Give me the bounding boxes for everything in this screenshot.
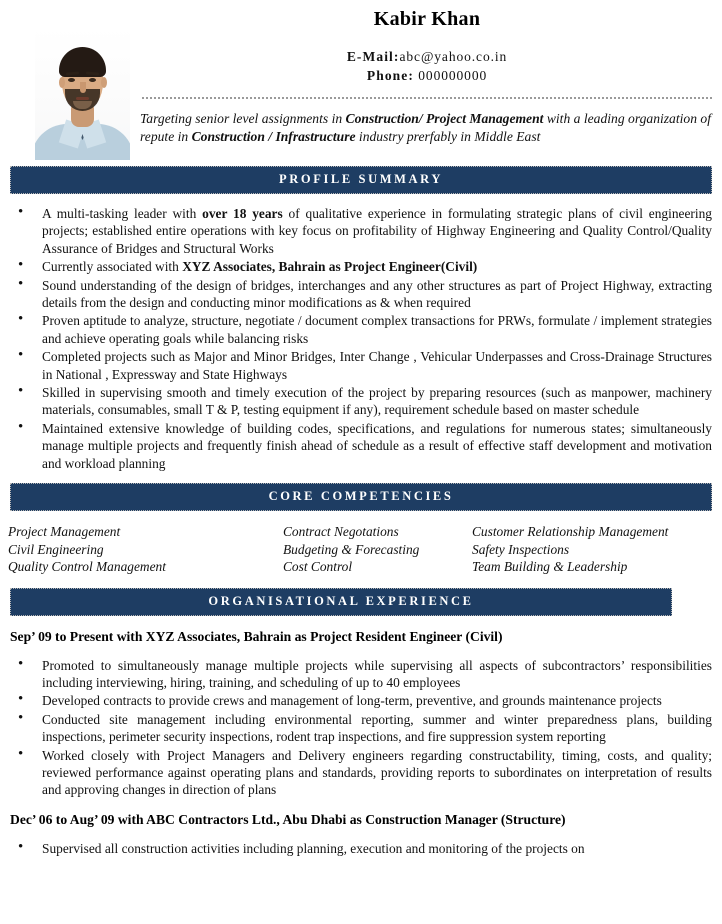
bullet-text: Currently associated with bbox=[42, 259, 183, 275]
profile-summary-body bbox=[0, 194, 722, 483]
competency-item: Safety Inspections bbox=[472, 541, 570, 557]
profile-bullet bbox=[10, 384, 712, 419]
bullet-text: A multi-tasking leader with bbox=[42, 206, 203, 221]
phone-line bbox=[140, 66, 714, 85]
objective-part3: industry prerfably in Middle East bbox=[355, 129, 541, 144]
objective-part1: Targeting senior level assignments in bbox=[140, 111, 346, 126]
bullet-emphasis: over 18 years bbox=[202, 206, 283, 221]
profile-bullet bbox=[10, 205, 712, 257]
competency-item: Cost Control bbox=[283, 559, 353, 575]
experience-bullet-list bbox=[10, 840, 712, 857]
profile-bullet bbox=[10, 420, 712, 472]
experience-job-title: Dec’ 06 to Aug’ 09 with ABC Contractors Ltd., Abu Dhabi as Construction Manager (Structure) bbox=[10, 811, 566, 827]
portrait-photo bbox=[35, 27, 130, 160]
page-title: Kabir Khan bbox=[373, 8, 481, 30]
profile-summary-list bbox=[10, 205, 712, 472]
email-line bbox=[140, 47, 714, 66]
photo-mouth bbox=[76, 97, 89, 100]
experience-bullet: • Developed contracts to provide crews and management of long-term, preventive, and grounds maintenance projects bbox=[10, 692, 712, 709]
photo-ear-right bbox=[101, 77, 107, 88]
competency-item: Project Management bbox=[8, 524, 121, 540]
experience-job-title: Sep’ 09 to Present with XYZ Associates, Bahrain as Project Resident Engineer (Civil) bbox=[10, 628, 503, 644]
organisational-experience-body bbox=[0, 629, 722, 858]
experience-bullet-list bbox=[10, 657, 712, 799]
contact-block bbox=[140, 47, 714, 85]
phone-label: Phone: bbox=[366, 68, 414, 83]
bullet-emphasis: XYZ Associates, Bahrain as Project Engineer(Civil) bbox=[182, 259, 478, 275]
objective-part2: with a leading organization of repute in bbox=[140, 111, 711, 144]
photo-eye-left bbox=[68, 78, 75, 82]
experience-bullet: • Supervised all construction activities including planning, execution and monitoring of the projects on bbox=[10, 840, 712, 857]
resume-header bbox=[0, 0, 722, 166]
competency-item: Contract Negotations bbox=[283, 524, 399, 540]
bullet-text: Skilled in supervising smooth and timely execution of the project by preparing resources (such as manpower, machinery materials, consumables, small T & P, testing equipment if any), requirement schedule based on master schedule bbox=[42, 385, 712, 418]
section-heading-profile-summary: PROFILE SUMMARY bbox=[10, 166, 712, 194]
experience-bullet: • Worked closely with Project Managers and Delivery engineers regarding constructability, timing, costs, and quality; reviewed performance against operating plans and standards, providing reports to subordinates on interpretation of results and approving changes in direction of plans bbox=[10, 747, 712, 799]
experience-bullet: • Promoted to simultaneously manage multiple projects while supervising all aspects of subcontractors’ responsibilities including interviewing, hiring, training, and scheduling of up to 40 employees bbox=[10, 657, 712, 692]
phone-number: 000000000 bbox=[418, 68, 488, 83]
profile-bullet bbox=[10, 277, 712, 312]
bullet-text: Proven aptitude to analyze, structure, negotiate / document complex transactions for PRWs, formulate / implement strategies and achieve operating goals while balancing risks bbox=[42, 313, 712, 346]
header-divider bbox=[142, 97, 712, 99]
competency-item: Quality Control Management bbox=[8, 559, 166, 575]
competency-item: Budgeting & Forecasting bbox=[283, 541, 420, 557]
email-value: abc@yahoo.co.in bbox=[399, 49, 508, 64]
photo-ear-left bbox=[59, 77, 65, 88]
experience-bullet: • Conducted site management including environmental reporting, summer and winter preparedness plans, building inspections, perimeter security inspections, rodent trap inspections, and fire suppression system reporting bbox=[10, 711, 712, 746]
competency-column bbox=[8, 523, 283, 576]
competency-column bbox=[472, 523, 668, 576]
core-competencies-grid bbox=[0, 511, 722, 588]
objective-bold2: Construction / Infrastructure bbox=[191, 129, 356, 144]
header-text-block bbox=[140, 0, 722, 146]
photo-eye-right bbox=[89, 78, 96, 82]
bullet-text: of qualitative experience in formulating strategic plans of civil engineering projects; established entire operations with key focus on profitability of Highway Engineering and Quality Control/Quality Assurance of Bridges and Structural Works bbox=[42, 206, 712, 256]
bullet-text: Sound understanding of the design of bridges, interchanges and any other structures as part of Project Highway, extracting details from the design and conducting minor modifications as & when required bbox=[42, 277, 712, 311]
competency-item: Civil Engineering bbox=[8, 541, 104, 557]
email-label: E-Mail: bbox=[346, 49, 400, 64]
bullet-text: Completed projects such as Major and Minor Bridges, Inter Change , Vehicular Underpasses and Cross-Drainage Structures in National , Expressway and State Highways bbox=[42, 349, 712, 382]
competency-column bbox=[283, 523, 472, 576]
competency-item: Customer Relationship Management bbox=[472, 524, 669, 540]
objective-bold1: Construction/ Project Management bbox=[345, 111, 544, 126]
photo-nose bbox=[80, 82, 86, 93]
avatar bbox=[35, 27, 130, 160]
competency-item: Team Building & Leadership bbox=[472, 559, 628, 575]
section-heading-core-competencies: CORE COMPETENCIES bbox=[10, 483, 712, 511]
bullet-text: Maintained extensive knowledge of building codes, specifications, and regulations for numerous states; simultaneously manage multiple projects and frequently finish ahead of schedule as a result of effective staff development and motivation and workload planning bbox=[42, 420, 712, 471]
section-heading-organisational-experience: ORGANISATIONAL EXPERIENCE bbox=[10, 588, 672, 616]
profile-bullet bbox=[10, 312, 712, 347]
career-objective bbox=[140, 110, 714, 146]
profile-bullet bbox=[10, 348, 712, 383]
profile-bullet bbox=[10, 258, 712, 275]
